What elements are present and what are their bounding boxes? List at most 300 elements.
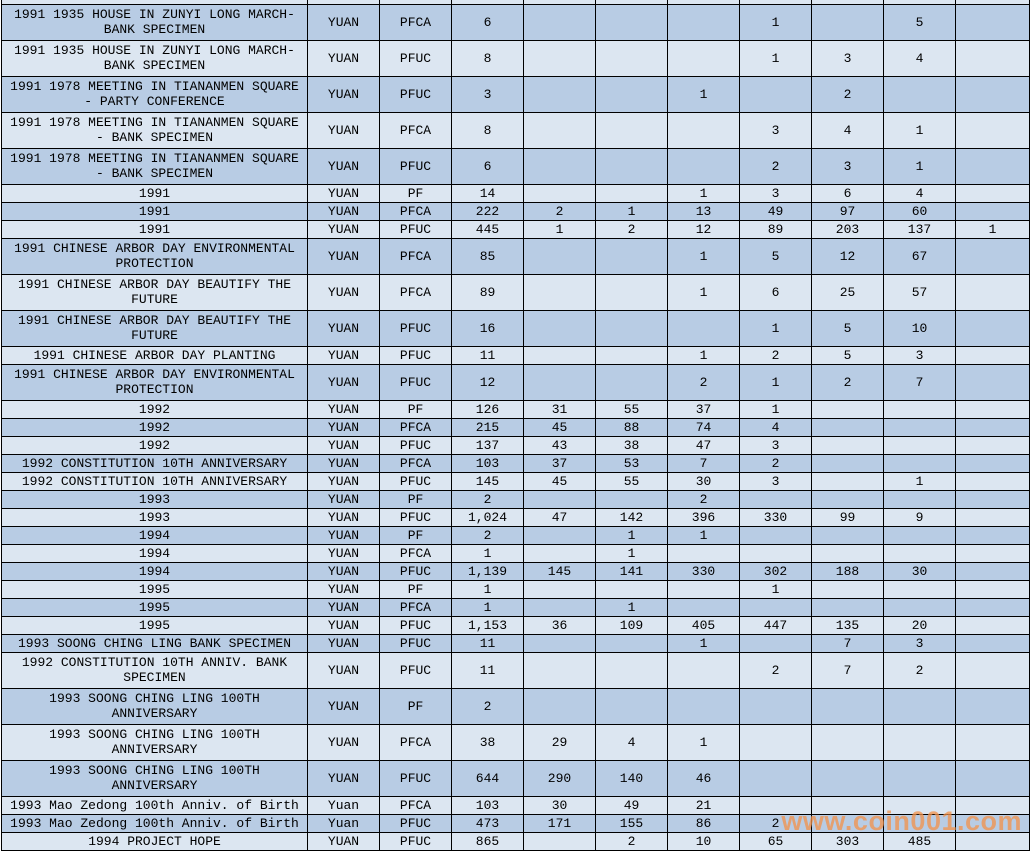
cell-count-4: 302 (740, 562, 812, 580)
cell-count-4: 1 (740, 364, 812, 400)
cell-count-5 (812, 436, 884, 454)
cell-count-6: 485 (884, 832, 956, 850)
cell-currency: Yuan (308, 814, 380, 832)
cell-count-7 (956, 364, 1030, 400)
cell-count-5: 97 (812, 202, 884, 220)
table-row (2, 112, 1030, 148)
cell-count-3: 1 (668, 274, 740, 310)
cell-count-7 (956, 796, 1030, 814)
cell-currency: YUAN (308, 400, 380, 418)
cell-count-4: 447 (740, 616, 812, 634)
cell-count-6 (884, 418, 956, 436)
cell-count-7 (956, 724, 1030, 760)
cell-total: 11 (452, 634, 524, 652)
cell-currency: YUAN (308, 220, 380, 238)
cell-grade: PFCA (380, 454, 452, 472)
cell-count-3: 74 (668, 418, 740, 436)
cell-description: 1992 (2, 400, 308, 418)
coin-census-table (1, 0, 1030, 851)
cell-count-3 (668, 148, 740, 184)
cell-count-6 (884, 580, 956, 598)
cell-count-6 (884, 796, 956, 814)
cell-description: 1993 (2, 508, 308, 526)
cell-count-3: 12 (668, 220, 740, 238)
cell-total: 16 (452, 310, 524, 346)
cell-count-3: 37 (668, 400, 740, 418)
cell-count-5 (812, 526, 884, 544)
cell-description: 1993 SOONG CHING LING 100TH ANNIVERSARY (2, 688, 308, 724)
cell-count-1 (524, 688, 596, 724)
cell-count-4: 1 (740, 400, 812, 418)
cell-count-2 (596, 652, 668, 688)
cell-description: 1991 (2, 220, 308, 238)
cell-currency: YUAN (308, 436, 380, 454)
table-row (2, 490, 1030, 508)
cell-count-4: 4 (740, 418, 812, 436)
cell-count-5: 203 (812, 220, 884, 238)
cell-count-2 (596, 310, 668, 346)
cell-count-6 (884, 544, 956, 562)
cell-total: 6 (452, 4, 524, 40)
cell-count-2: 155 (596, 814, 668, 832)
table-row (2, 634, 1030, 652)
cell-count-1: 43 (524, 436, 596, 454)
cell-count-1 (524, 184, 596, 202)
cell-currency: YUAN (308, 832, 380, 850)
cell-count-7 (956, 562, 1030, 580)
cell-count-3: 10 (668, 832, 740, 850)
cell-count-1: 37 (524, 454, 596, 472)
cell-count-7 (956, 112, 1030, 148)
table-row (2, 796, 1030, 814)
cell-count-3: 396 (668, 508, 740, 526)
cell-count-2: 109 (596, 616, 668, 634)
cell-count-3: 1 (668, 76, 740, 112)
cell-count-6 (884, 724, 956, 760)
cell-count-6: 57 (884, 274, 956, 310)
cell-count-5: 4 (812, 112, 884, 148)
cell-count-1 (524, 598, 596, 616)
cell-count-1 (524, 148, 596, 184)
cell-count-5 (812, 490, 884, 508)
cell-count-4: 2 (740, 148, 812, 184)
cell-count-5: 25 (812, 274, 884, 310)
cell-count-3: 2 (668, 364, 740, 400)
cell-count-2 (596, 274, 668, 310)
cell-currency: YUAN (308, 616, 380, 634)
cell-count-1 (524, 652, 596, 688)
cell-count-5 (812, 688, 884, 724)
table-row (2, 472, 1030, 490)
cell-count-1 (524, 580, 596, 598)
cell-currency: YUAN (308, 760, 380, 796)
table-row (2, 526, 1030, 544)
cell-count-5 (812, 598, 884, 616)
cell-grade: PFCA (380, 238, 452, 274)
cell-grade: PF (380, 400, 452, 418)
cell-description: 1991 (2, 202, 308, 220)
cell-total: 1 (452, 598, 524, 616)
cell-count-1: 45 (524, 472, 596, 490)
cell-grade: PF (380, 580, 452, 598)
cell-total: 1 (452, 544, 524, 562)
cell-grade: PF (380, 688, 452, 724)
cell-count-4: 49 (740, 202, 812, 220)
cell-count-4 (740, 544, 812, 562)
cell-count-3: 21 (668, 796, 740, 814)
cell-description: 1992 (2, 418, 308, 436)
cell-total: 103 (452, 796, 524, 814)
cell-total: 222 (452, 202, 524, 220)
cell-count-4 (740, 760, 812, 796)
cell-grade: PFUC (380, 832, 452, 850)
cell-count-1: 31 (524, 400, 596, 418)
cell-count-3: 1 (668, 634, 740, 652)
cell-total: 11 (452, 346, 524, 364)
cell-count-2 (596, 40, 668, 76)
cell-count-7 (956, 634, 1030, 652)
cell-count-6: 5 (884, 4, 956, 40)
cell-total: 126 (452, 400, 524, 418)
cell-count-4: 2 (740, 814, 812, 832)
cell-currency: YUAN (308, 472, 380, 490)
cell-count-4 (740, 490, 812, 508)
cell-count-1 (524, 634, 596, 652)
cell-count-5: 5 (812, 346, 884, 364)
cell-count-7 (956, 616, 1030, 634)
cell-count-6 (884, 526, 956, 544)
cell-currency: YUAN (308, 274, 380, 310)
cell-total: 89 (452, 274, 524, 310)
cell-count-4: 65 (740, 832, 812, 850)
cell-count-6: 60 (884, 202, 956, 220)
cell-total: 865 (452, 832, 524, 850)
cell-count-4: 3 (740, 184, 812, 202)
table-row (2, 508, 1030, 526)
cell-total: 1,153 (452, 616, 524, 634)
cell-total: 445 (452, 220, 524, 238)
cell-count-7 (956, 400, 1030, 418)
cell-count-3 (668, 112, 740, 148)
cell-currency: YUAN (308, 490, 380, 508)
cell-count-5 (812, 472, 884, 490)
cell-grade: PFUC (380, 814, 452, 832)
cell-count-2: 55 (596, 400, 668, 418)
cell-currency: YUAN (308, 634, 380, 652)
table-row (2, 76, 1030, 112)
cell-description: 1992 CONSTITUTION 10TH ANNIVERSARY (2, 454, 308, 472)
cell-count-5: 135 (812, 616, 884, 634)
cell-count-1: 47 (524, 508, 596, 526)
cell-total: 8 (452, 112, 524, 148)
cell-description: 1992 CONSTITUTION 10TH ANNIV. BANK SPECIMEN (2, 652, 308, 688)
cell-count-6: 67 (884, 238, 956, 274)
cell-count-4: 2 (740, 454, 812, 472)
cell-count-6: 30 (884, 562, 956, 580)
cell-count-3: 46 (668, 760, 740, 796)
cell-count-2 (596, 184, 668, 202)
cell-currency: YUAN (308, 724, 380, 760)
cell-description: 1991 (2, 184, 308, 202)
cell-count-3 (668, 310, 740, 346)
cell-count-7 (956, 238, 1030, 274)
cell-grade: PFUC (380, 652, 452, 688)
cell-currency: YUAN (308, 184, 380, 202)
cell-count-6 (884, 454, 956, 472)
cell-grade: PFCA (380, 202, 452, 220)
cell-total: 1 (452, 580, 524, 598)
cell-count-5 (812, 4, 884, 40)
cell-count-6: 20 (884, 616, 956, 634)
cell-count-3 (668, 4, 740, 40)
cell-currency: YUAN (308, 112, 380, 148)
cell-currency: YUAN (308, 148, 380, 184)
cell-currency: YUAN (308, 238, 380, 274)
cell-count-4 (740, 598, 812, 616)
cell-count-4: 89 (740, 220, 812, 238)
table-row (2, 418, 1030, 436)
cell-count-7 (956, 814, 1030, 832)
cell-count-6: 1 (884, 472, 956, 490)
cell-count-3: 405 (668, 616, 740, 634)
cell-total: 6 (452, 148, 524, 184)
cell-grade: PFUC (380, 562, 452, 580)
cell-count-1 (524, 544, 596, 562)
cell-count-2: 53 (596, 454, 668, 472)
cell-count-3: 2 (668, 490, 740, 508)
cell-total: 85 (452, 238, 524, 274)
cell-count-4: 2 (740, 346, 812, 364)
cell-count-7: 1 (956, 220, 1030, 238)
cell-count-6: 137 (884, 220, 956, 238)
cell-count-2 (596, 112, 668, 148)
cell-currency: Yuan (308, 796, 380, 814)
cell-count-4: 3 (740, 472, 812, 490)
cell-count-7 (956, 580, 1030, 598)
cell-count-4: 3 (740, 112, 812, 148)
cell-description: 1994 (2, 526, 308, 544)
table-row (2, 562, 1030, 580)
cell-grade: PFUC (380, 436, 452, 454)
cell-currency: YUAN (308, 652, 380, 688)
cell-count-7 (956, 436, 1030, 454)
cell-count-2: 4 (596, 724, 668, 760)
cell-count-5: 188 (812, 562, 884, 580)
cell-count-7 (956, 346, 1030, 364)
table-row (2, 454, 1030, 472)
cell-count-6 (884, 436, 956, 454)
cell-currency: YUAN (308, 346, 380, 364)
cell-currency: YUAN (308, 364, 380, 400)
cell-currency: YUAN (308, 688, 380, 724)
table-row (2, 4, 1030, 40)
cell-count-7 (956, 832, 1030, 850)
cell-count-6 (884, 400, 956, 418)
table-row (2, 310, 1030, 346)
cell-count-2: 38 (596, 436, 668, 454)
cell-count-6: 7 (884, 364, 956, 400)
cell-count-4: 5 (740, 238, 812, 274)
cell-count-1 (524, 238, 596, 274)
cell-count-5 (812, 760, 884, 796)
cell-count-7 (956, 688, 1030, 724)
cell-count-6 (884, 76, 956, 112)
cell-count-6: 3 (884, 634, 956, 652)
cell-currency: YUAN (308, 598, 380, 616)
cell-count-4: 1 (740, 580, 812, 598)
cell-grade: PFCA (380, 724, 452, 760)
cell-count-7 (956, 202, 1030, 220)
table-row (2, 40, 1030, 76)
cell-grade: PFCA (380, 598, 452, 616)
cell-count-3: 1 (668, 346, 740, 364)
cell-count-1: 29 (524, 724, 596, 760)
table-row (2, 220, 1030, 238)
cell-grade: PFUC (380, 760, 452, 796)
cell-count-5: 99 (812, 508, 884, 526)
cell-count-5 (812, 544, 884, 562)
cell-total: 11 (452, 652, 524, 688)
table-row (2, 364, 1030, 400)
cell-count-1 (524, 490, 596, 508)
cell-grade: PFUC (380, 364, 452, 400)
cell-grade: PFCA (380, 112, 452, 148)
cell-total: 137 (452, 436, 524, 454)
cell-description: 1994 (2, 544, 308, 562)
cell-count-7 (956, 76, 1030, 112)
cell-count-7 (956, 418, 1030, 436)
table-row (2, 652, 1030, 688)
cell-count-2 (596, 580, 668, 598)
cell-total: 215 (452, 418, 524, 436)
cell-description: 1991 CHINESE ARBOR DAY ENVIRONMENTAL PROTECTION (2, 238, 308, 274)
cell-currency: YUAN (308, 418, 380, 436)
cell-count-3: 1 (668, 724, 740, 760)
cell-count-3 (668, 688, 740, 724)
cell-count-7 (956, 274, 1030, 310)
cell-total: 38 (452, 724, 524, 760)
cell-grade: PFUC (380, 616, 452, 634)
table-row (2, 274, 1030, 310)
cell-count-5: 12 (812, 238, 884, 274)
cell-currency: YUAN (308, 526, 380, 544)
table-row (2, 202, 1030, 220)
cell-currency: YUAN (308, 202, 380, 220)
table-row (2, 814, 1030, 832)
cell-description: 1991 CHINESE ARBOR DAY BEAUTIFY THE FUTURE (2, 310, 308, 346)
cell-count-1 (524, 112, 596, 148)
cell-count-4 (740, 724, 812, 760)
table-row (2, 598, 1030, 616)
cell-currency: YUAN (308, 454, 380, 472)
cell-total: 644 (452, 760, 524, 796)
cell-count-5 (812, 400, 884, 418)
cell-count-6 (884, 814, 956, 832)
cell-count-2: 55 (596, 472, 668, 490)
cell-count-2: 2 (596, 832, 668, 850)
cell-total: 2 (452, 526, 524, 544)
cell-count-2: 141 (596, 562, 668, 580)
cell-count-2: 1 (596, 598, 668, 616)
cell-count-2: 142 (596, 508, 668, 526)
cell-total: 2 (452, 688, 524, 724)
cell-description: 1992 CONSTITUTION 10TH ANNIVERSARY (2, 472, 308, 490)
cell-description: 1991 1978 MEETING IN TIANANMEN SQUARE - BANK SPECIMEN (2, 148, 308, 184)
cell-currency: YUAN (308, 76, 380, 112)
cell-grade: PFUC (380, 634, 452, 652)
table-row (2, 688, 1030, 724)
cell-description: 1993 Mao Zedong 100th Anniv. of Birth (2, 814, 308, 832)
cell-count-4 (740, 634, 812, 652)
cell-count-5: 3 (812, 40, 884, 76)
cell-count-3 (668, 544, 740, 562)
cell-grade: PF (380, 526, 452, 544)
cell-count-1 (524, 4, 596, 40)
cell-count-2 (596, 76, 668, 112)
cell-count-1: 36 (524, 616, 596, 634)
cell-count-7 (956, 652, 1030, 688)
cell-count-1 (524, 40, 596, 76)
cell-description: 1991 CHINESE ARBOR DAY BEAUTIFY THE FUTURE (2, 274, 308, 310)
cell-count-3: 1 (668, 238, 740, 274)
cell-grade: PFCA (380, 4, 452, 40)
cell-count-2: 1 (596, 544, 668, 562)
cell-grade: PFUC (380, 220, 452, 238)
cell-total: 3 (452, 76, 524, 112)
cell-count-6: 3 (884, 346, 956, 364)
table-row (2, 544, 1030, 562)
cell-count-1: 1 (524, 220, 596, 238)
cell-count-2 (596, 148, 668, 184)
cell-grade: PFCA (380, 418, 452, 436)
table-body (2, 0, 1030, 850)
cell-count-3: 86 (668, 814, 740, 832)
cell-total: 473 (452, 814, 524, 832)
table-row (2, 436, 1030, 454)
cell-description: 1995 (2, 580, 308, 598)
table-row (2, 184, 1030, 202)
cell-currency: YUAN (308, 40, 380, 76)
cell-count-5 (812, 454, 884, 472)
cell-count-5: 5 (812, 310, 884, 346)
cell-grade: PFUC (380, 40, 452, 76)
cell-count-5: 3 (812, 148, 884, 184)
cell-count-7 (956, 598, 1030, 616)
table-row (2, 148, 1030, 184)
cell-grade: PFCA (380, 274, 452, 310)
cell-total: 8 (452, 40, 524, 76)
cell-count-4: 1 (740, 310, 812, 346)
cell-count-6: 4 (884, 184, 956, 202)
cell-count-6 (884, 760, 956, 796)
cell-count-5 (812, 418, 884, 436)
cell-count-7 (956, 454, 1030, 472)
cell-count-2: 1 (596, 526, 668, 544)
cell-count-1 (524, 364, 596, 400)
cell-count-4: 1 (740, 4, 812, 40)
cell-count-1 (524, 346, 596, 364)
cell-count-1 (524, 274, 596, 310)
cell-count-2: 140 (596, 760, 668, 796)
table-row (2, 580, 1030, 598)
cell-count-3 (668, 652, 740, 688)
cell-count-3 (668, 40, 740, 76)
cell-description: 1995 (2, 598, 308, 616)
cell-currency: YUAN (308, 310, 380, 346)
table-row (2, 760, 1030, 796)
cell-currency: YUAN (308, 4, 380, 40)
cell-description: 1991 1978 MEETING IN TIANANMEN SQUARE - BANK SPECIMEN (2, 112, 308, 148)
